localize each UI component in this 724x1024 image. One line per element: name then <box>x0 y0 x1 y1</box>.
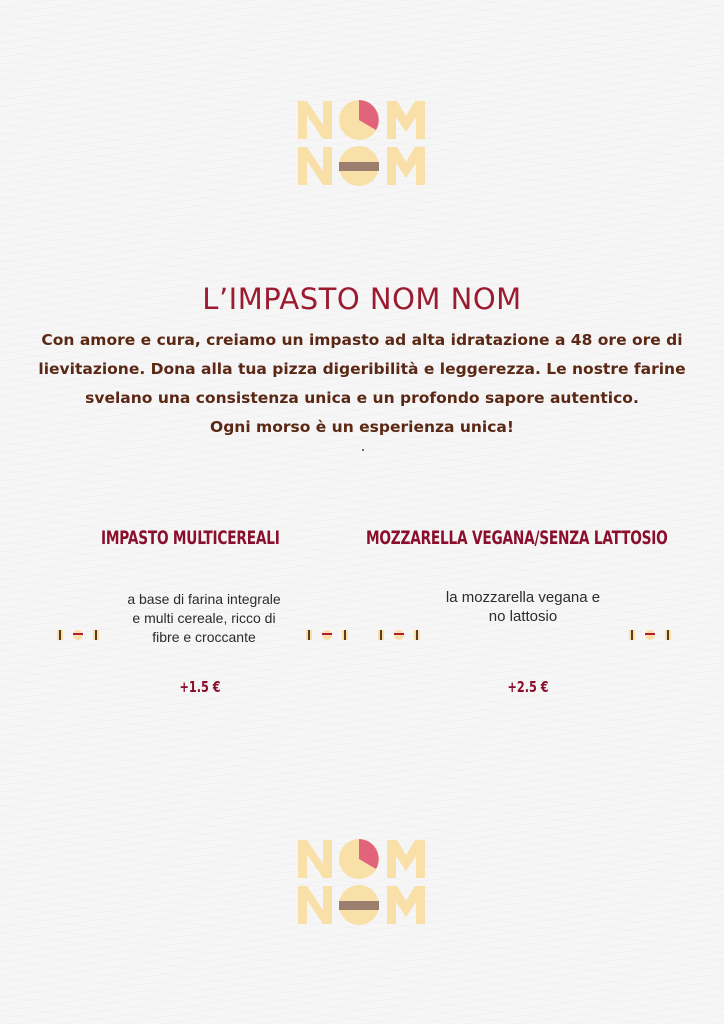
intro-line: lievitazione. Dona alla tua pizza digeribilità e leggerezza. Le nostre farine <box>38 360 686 378</box>
description-line: fibre e croccante <box>152 629 256 645</box>
item-name-mozzarella-vegana: MOZZARELLA VEGANA/SENZA LATTOSIO <box>366 527 668 549</box>
intro-text <box>30 326 694 442</box>
intro-line: Ogni morso è un esperienza unica! <box>210 418 514 436</box>
brand-logo-top <box>296 99 432 187</box>
description-line: a base di farina integrale <box>127 591 281 607</box>
mini-nom-nom-divider-icon <box>305 628 349 642</box>
separator-dot <box>362 449 364 451</box>
intro-line: svelano una consistenza unica e un profondo sapore autentico. <box>85 389 639 407</box>
item-price-mozzarella-vegana: +2.5 € <box>507 678 549 696</box>
description-line: no lattosio <box>488 608 558 625</box>
description-line: la mozzarella vegana e <box>445 589 601 606</box>
intro-line: Con amore e cura, creiamo un impasto ad alta idratazione a 48 ore ore di <box>41 331 683 349</box>
brand-logo-bottom <box>296 838 432 926</box>
page-title: L’IMPASTO NOM NOM <box>202 282 522 316</box>
item-description-mozzarella-vegana <box>412 588 634 626</box>
item-name-multicereali: IMPASTO MULTICEREALI <box>101 527 280 549</box>
item-description-multicereali <box>100 590 308 647</box>
description-line: e multi cereale, ricco di <box>132 610 276 626</box>
mini-nom-nom-divider-icon <box>56 628 100 642</box>
item-price-multicereali: +1.5 € <box>179 678 221 696</box>
mini-nom-nom-divider-icon <box>377 628 421 642</box>
mini-nom-nom-divider-icon <box>628 628 672 642</box>
